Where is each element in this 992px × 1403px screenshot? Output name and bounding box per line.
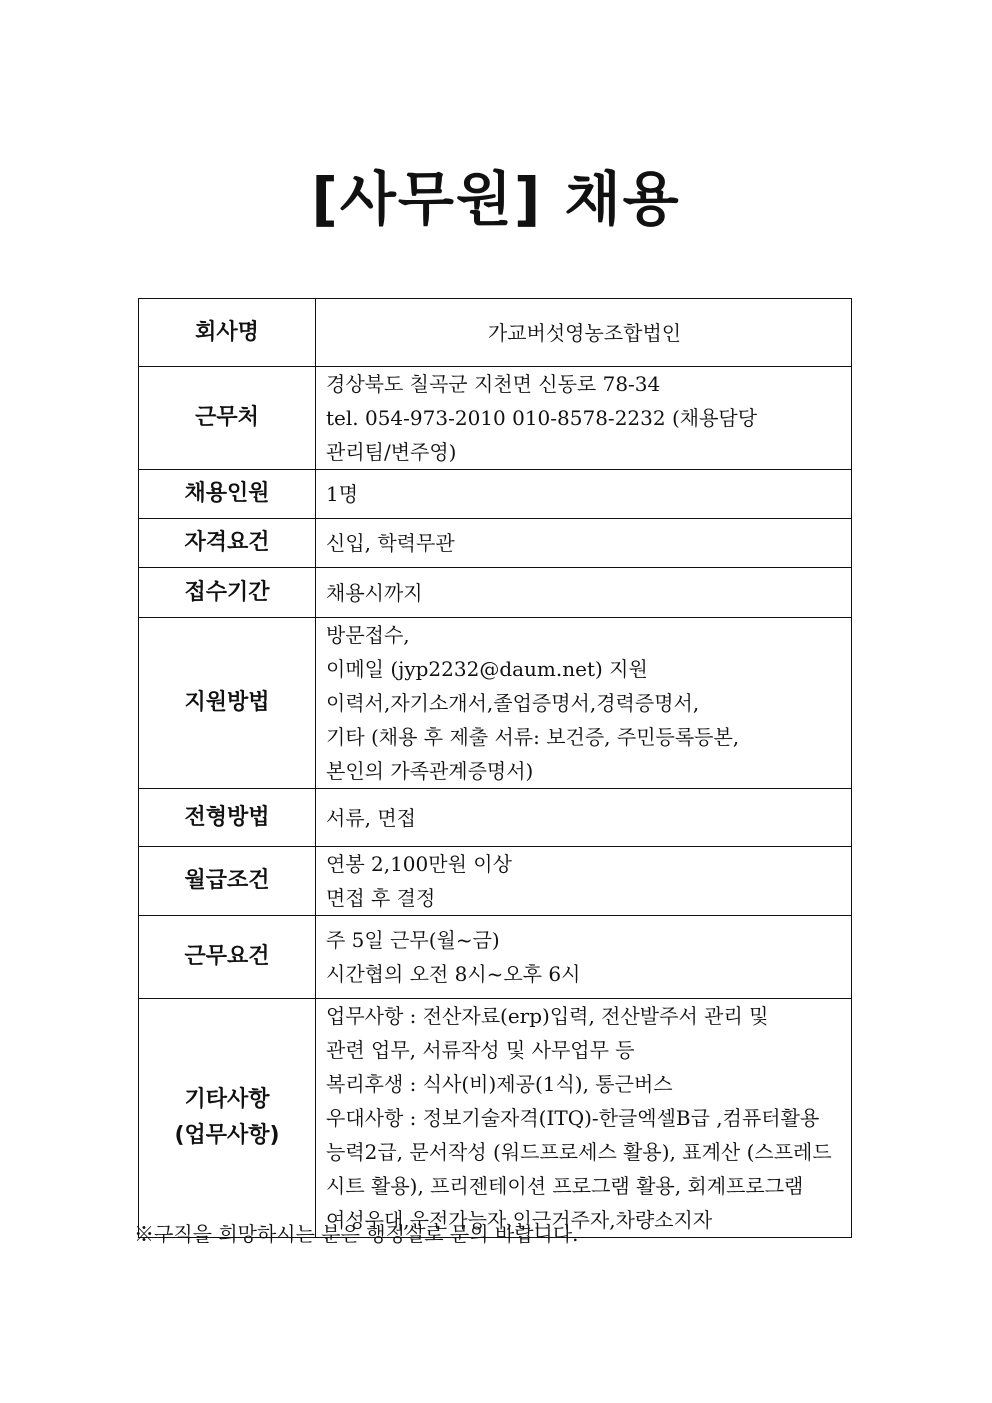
row-label: 지원방법 <box>139 618 316 789</box>
row-label: 기타사항 (업무사항) <box>139 999 316 1238</box>
row-label: 전형방법 <box>139 789 316 847</box>
row-label: 근무처 <box>139 367 316 470</box>
row-label: 채용인원 <box>139 470 316 519</box>
workplace-value: 경상북도 칠곡군 지천면 신동로 78-34 tel. 054-973-2010 010-8578-2232 (채용담당 관리팀/변주영) <box>316 367 852 470</box>
table-row-salary <box>139 847 852 916</box>
row-label: 자격요건 <box>139 519 316 568</box>
table-row-company <box>139 299 852 367</box>
row-label: 근무요건 <box>139 916 316 999</box>
table-row-other <box>139 999 852 1238</box>
application-method-value: 방문접수, 이메일 (jyp2232@daum.net) 지원 이력서,자기소개서,졸업증명서,경력증명서, 기타 (채용 후 제출 서류: 보건증, 주민등록등본, 본인의 가족관계증명서) <box>316 618 852 789</box>
other-details-value: 업무사항 : 전산자료(erp)입력, 전산발주서 관리 및 관련 업무, 서류작성 및 사무업무 등 복리후생 : 식사(비)제공(1식), 통근버스 우대사항 : 정보기술자격(ITQ)-한글엑셀B급 ,컴퓨터활용 능력2급, 문서작성 (워드프로세스 활용), 표계산 (스프레드 시트 활용), 프리젠테이션 프로그램 활용, 회계프로그램 여성우대,운전가능자,인근거주자,차량소지자 <box>316 999 852 1238</box>
salary-value: 연봉 2,100만원 이상 면접 후 결정 <box>316 847 852 916</box>
table-row-work-conditions <box>139 916 852 999</box>
page-title: [사무원] 채용 <box>311 165 681 233</box>
footnote: ※구직을 희망하시는 분은 행정실로 문의 바랍니다. <box>134 1222 579 1246</box>
work-conditions-value: 주 5일 근무(월~금) 시간협의 오전 8시~오후 6시 <box>316 916 852 999</box>
company-name-value: 가교버섯영농조합법인 <box>316 299 852 367</box>
headcount-value: 1명 <box>316 470 852 519</box>
table-row-headcount <box>139 470 852 519</box>
table-row-qualification <box>139 519 852 568</box>
application-period-value: 채용시까지 <box>316 568 852 618</box>
table-row-application-period <box>139 568 852 618</box>
table-row-selection-method <box>139 789 852 847</box>
table-row-application-method <box>139 618 852 789</box>
qualification-value: 신입, 학력무관 <box>316 519 852 568</box>
table-row-workplace <box>139 367 852 470</box>
row-label: 접수기간 <box>139 568 316 618</box>
selection-method-value: 서류, 면접 <box>316 789 852 847</box>
row-label: 회사명 <box>139 299 316 367</box>
job-posting-table <box>138 298 852 1238</box>
row-label: 월급조건 <box>139 847 316 916</box>
